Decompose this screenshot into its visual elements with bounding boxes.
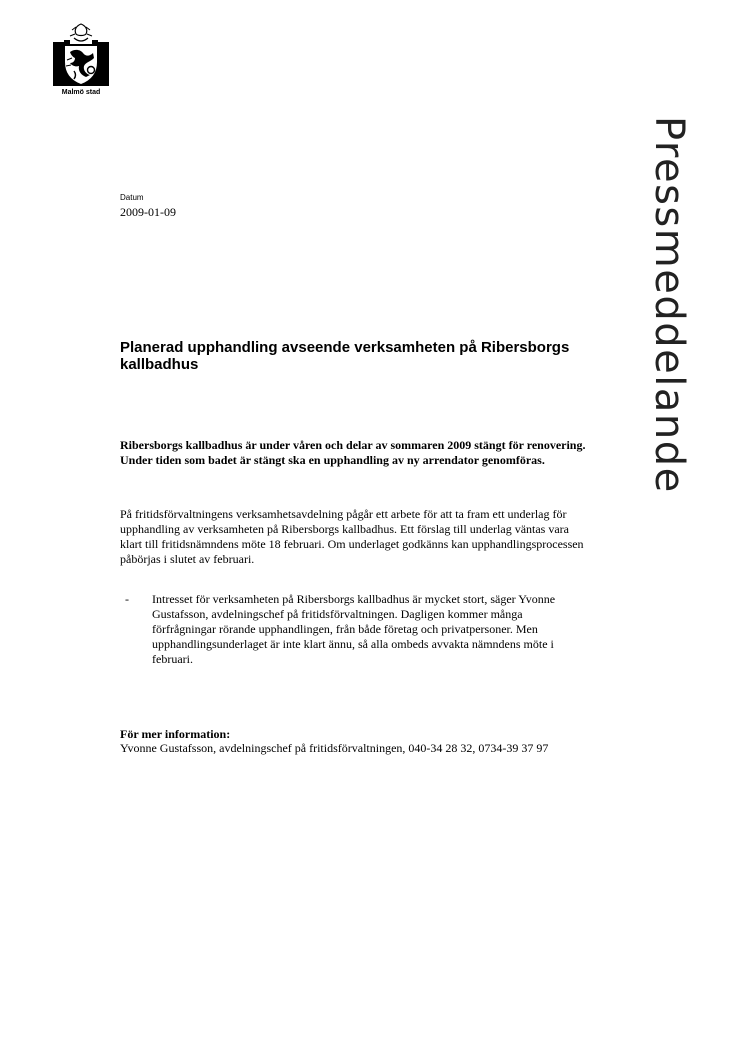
quote-block bbox=[125, 592, 585, 667]
logo-caption: Malmö stad bbox=[61, 89, 101, 96]
body-paragraph: På fritidsförvaltningens verksamhetsavdelning pågår ett arbete för att ta fram ett underlag för upphandling av verksamheten på Ribersborgs kallbadhus. Ett förslag till underlag väntas vara klart till fritidsnämndens möte 18 februari. Om underlaget godkänns kan upphandlingsprocessen påbörjas i slutet av februari. bbox=[120, 507, 584, 566]
contact-text: Yvonne Gustafsson, avdelningschef på fritidsförvaltningen, 040-34 28 32, 0734-39 37 97 bbox=[120, 741, 549, 755]
lead-paragraph: Ribersborgs kallbadhus är under våren och delar av sommaren 2009 stängt för renovering. Under tiden som badet är stängt ska en upphandling av ny arrendator genomföras. bbox=[120, 438, 586, 467]
date-label: Datum bbox=[120, 193, 144, 202]
quote-bullet: - bbox=[125, 592, 129, 606]
malmo-coat-of-arms-icon bbox=[50, 22, 112, 88]
malmo-stad-logo bbox=[50, 22, 112, 98]
headline: Planerad upphandling avseende verksamheten på Ribersborgs kallbadhus bbox=[120, 339, 570, 373]
date-value: 2009-01-09 bbox=[120, 205, 176, 219]
contact-heading: För mer information: bbox=[120, 727, 231, 741]
quote-text: Intresset för verksamheten på Ribersborgs kallbadhus är mycket stort, säger Yvonne Gustafsson, avdelningschef på fritidsförvaltningen. Dagligen kommer många förfrågningar rörande upphandlingen, från både företag och privatpersoner. Men upphandlingsunderlaget är inte klart ännu, så alla ombeds avvakta nämndens möte i februari. bbox=[152, 592, 556, 666]
document-type-title: Pressmeddelande bbox=[646, 116, 692, 494]
